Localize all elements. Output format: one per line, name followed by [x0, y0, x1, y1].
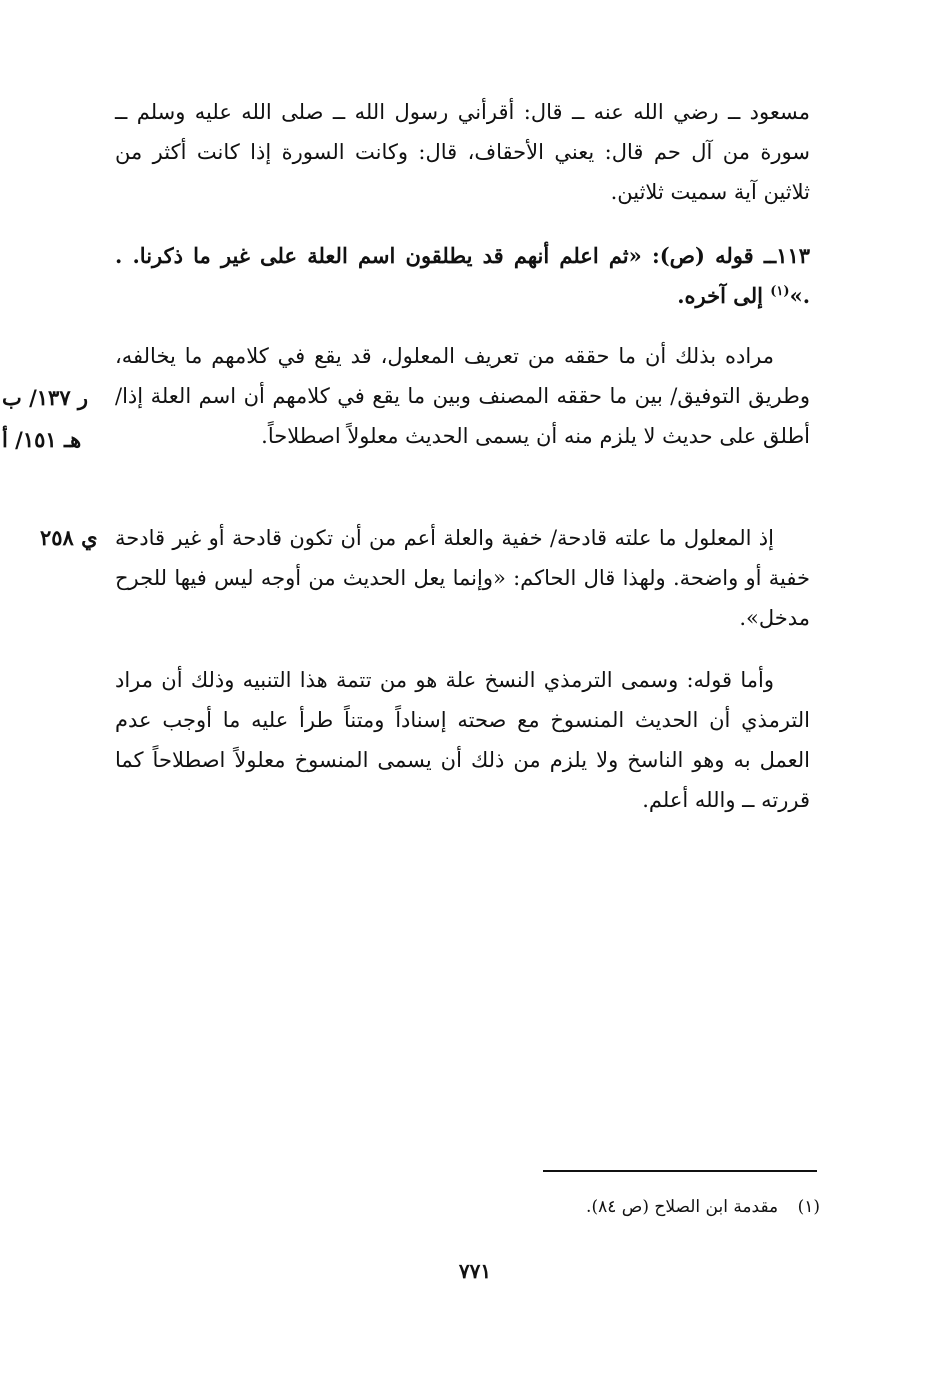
tirmidhi-text: وأما قوله: وسمى الترمذي النسخ علة هو من تتمة هذا التنبيه وذلك أن مراد الترمذي أن الحديث المنسوخ مع صحته إسناداً ومتناً طرأ عليه ما أوجب عدم العمل به وهو الناسخ ولا يلزم من ذلك أن يسمى المنسوخ معلولاً اصطلاحاً كما قررته ــ والله أعلم. [115, 668, 810, 812]
section-quote: «ثم اعلم أنهم قد يطلقون اسم العلة على غير ما ذكرنا. . .» [115, 243, 810, 308]
margin-note-ha: هـ ١٥١/ أ [2, 427, 82, 452]
section-tail: إلى آخره. [677, 283, 763, 308]
margin-note-ya: ي ٢٥٨ [40, 525, 98, 550]
footnote-reference: (١) [770, 284, 790, 299]
footnote-number: (١) [797, 1197, 820, 1217]
section-heading-block [115, 236, 810, 316]
footnote-text: مقدمة ابن الصلاح (ص ٨٤). [586, 1197, 779, 1217]
paragraph-tirmidhi [115, 660, 810, 820]
footnote-separator [543, 1170, 817, 1172]
intro-text: مسعود ــ رضي الله عنه ــ قال: أقرأني رسول الله ــ صلى الله عليه وسلم ــ سورة من آل حم قال: يعني الأحقاف، قال: وكانت السورة إذا كانت أكثر من ثلاثين آية سميت ثلاثين. [115, 100, 810, 204]
definition-text: إذ المعلول ما علته قادحة/ خفية والعلة أعم من أن تكون قادحة أو غير قادحة خفية أو واضحة. ولهذا قال الحاكم: «وإنما يعل الحديث من أوجه ليس فيها للجرح مدخل». [115, 526, 810, 630]
paragraph-intro [115, 92, 810, 212]
section-number-heading: ١١٣ــ قوله (ص): [651, 243, 811, 268]
paragraph-explanation [115, 336, 810, 456]
page-number: ٧٧١ [458, 1259, 492, 1283]
paragraph-definition [115, 518, 810, 638]
explanation-text: مراده بذلك أن ما حققه من تعريف المعلول، قد يقع في كلامهم ما يخالفه، وطريق التوفيق/ بين ما حققه المصنف وبين ما يقع في كلامهم أن اسم العلة إذا/ أطلق على حديث لا يلزم منه أن يسمى الحديث معلولاً اصطلاحاً. [115, 344, 810, 448]
margin-note-ra: ر ١٣٧/ ب [2, 385, 89, 410]
footnote [300, 1192, 820, 1222]
